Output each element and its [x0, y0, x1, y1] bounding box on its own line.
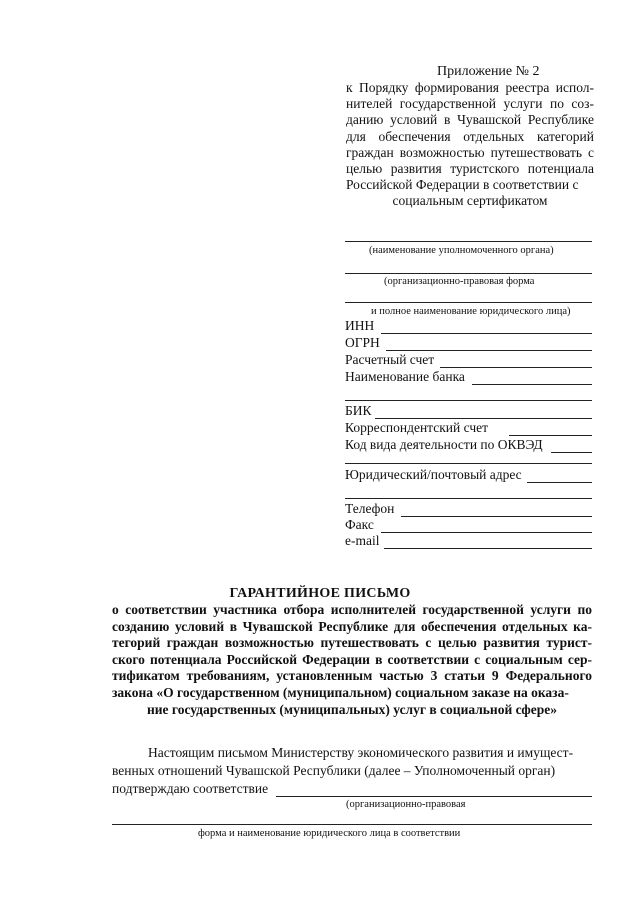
subtitle-line: созданию условий в Чувашской Республике для обеспечения отдельных ка-	[112, 618, 592, 634]
subtitle-line: ние государственных (муниципальных) услуг в социальной сфере»	[146, 701, 558, 717]
full-name-line[interactable]	[345, 302, 592, 303]
email-field[interactable]	[384, 548, 592, 549]
ogrn-field[interactable]	[386, 350, 592, 351]
inn-label: ИНН	[345, 318, 375, 333]
appendix-line: Российской Федерации в соответствии с	[346, 177, 579, 193]
form-and-name-caption: форма и наименование юридического лица в соответствии	[198, 828, 461, 839]
subtitle-line: тегорий граждан возможностью путешествовать с целью развития турист-	[112, 635, 592, 651]
appendix-line: для обеспечения отдельных категорий	[346, 128, 594, 144]
appendix-line: граждан возможностью путешествовать с	[346, 144, 594, 160]
okved-field[interactable]	[551, 452, 592, 453]
legal-form-caption: (организационно-правовая форма	[384, 276, 535, 287]
appendix-line: к Порядку формирования реестра испол-	[346, 80, 594, 95]
appendix-title: Приложение № 2	[437, 64, 540, 79]
appendix-line: целью развития туристского потенциала	[346, 161, 594, 177]
bik-field[interactable]	[375, 418, 592, 419]
appendix-line: социальным сертификатом	[392, 193, 548, 209]
bik-label: БИК	[345, 403, 372, 418]
letter-subtitle	[112, 602, 592, 718]
legal-form-caption-2: (организационно-правовая	[346, 799, 466, 810]
fax-label: Факс	[345, 517, 374, 532]
okved-field-continued[interactable]	[345, 463, 592, 464]
subtitle-line: о соответствии участника отбора исполнителей государственной услуги по	[112, 602, 592, 617]
phone-field[interactable]	[401, 516, 592, 517]
body-line-1: Настоящим письмом Министерству экономического развития и имущест-	[148, 745, 574, 760]
legal-entity-field-continued[interactable]	[112, 824, 592, 825]
phone-label: Телефон	[345, 501, 395, 516]
appendix-line: нителей государственной услуги по соз-	[346, 96, 594, 112]
fax-field[interactable]	[381, 532, 592, 533]
authorized-body-line[interactable]	[345, 241, 592, 242]
legal-entity-field[interactable]	[276, 796, 592, 797]
bank-name-field[interactable]	[472, 384, 592, 385]
email-label: e-mail	[345, 533, 380, 548]
account-label: Расчетный счет	[345, 352, 435, 367]
body-line-2: венных отношений Чувашской Республики (далее – Уполномоченный орган)	[112, 763, 556, 778]
account-field[interactable]	[440, 367, 592, 368]
subtitle-line: тификатом требованиям, установленным частью 3 статьи 9 Федерального	[112, 668, 592, 684]
inn-field[interactable]	[381, 333, 592, 334]
appendix-line: данию условий в Чувашской Республике	[346, 112, 594, 128]
address-field[interactable]	[527, 482, 592, 483]
subtitle-line: закона «О государственном (муниципальном) социальном заказе на оказа-	[112, 684, 569, 700]
bank-name-field-continued[interactable]	[345, 400, 592, 401]
corr-account-field[interactable]	[509, 435, 592, 436]
address-field-continued[interactable]	[345, 498, 592, 499]
legal-form-line[interactable]	[345, 273, 592, 274]
letter-title: ГАРАНТИЙНОЕ ПИСЬМО	[229, 586, 411, 601]
address-label: Юридический/почтовый адрес	[345, 467, 522, 482]
subtitle-line: ского потенциала Российской Федерации в соответствии с социальным сер-	[112, 651, 592, 667]
body-line-3: подтверждаю соответствие	[112, 781, 269, 796]
bank-name-label: Наименование банка	[345, 369, 465, 384]
okved-label: Код вида деятельности по ОКВЭД	[345, 437, 543, 452]
full-name-caption: и полное наименование юридического лица)	[371, 306, 571, 317]
ogrn-label: ОГРН	[345, 335, 380, 350]
corr-account-label: Корреспондентский счет	[345, 420, 489, 435]
authorized-body-caption: (наименование уполномоченного органа)	[369, 245, 554, 256]
appendix-text	[346, 80, 594, 210]
